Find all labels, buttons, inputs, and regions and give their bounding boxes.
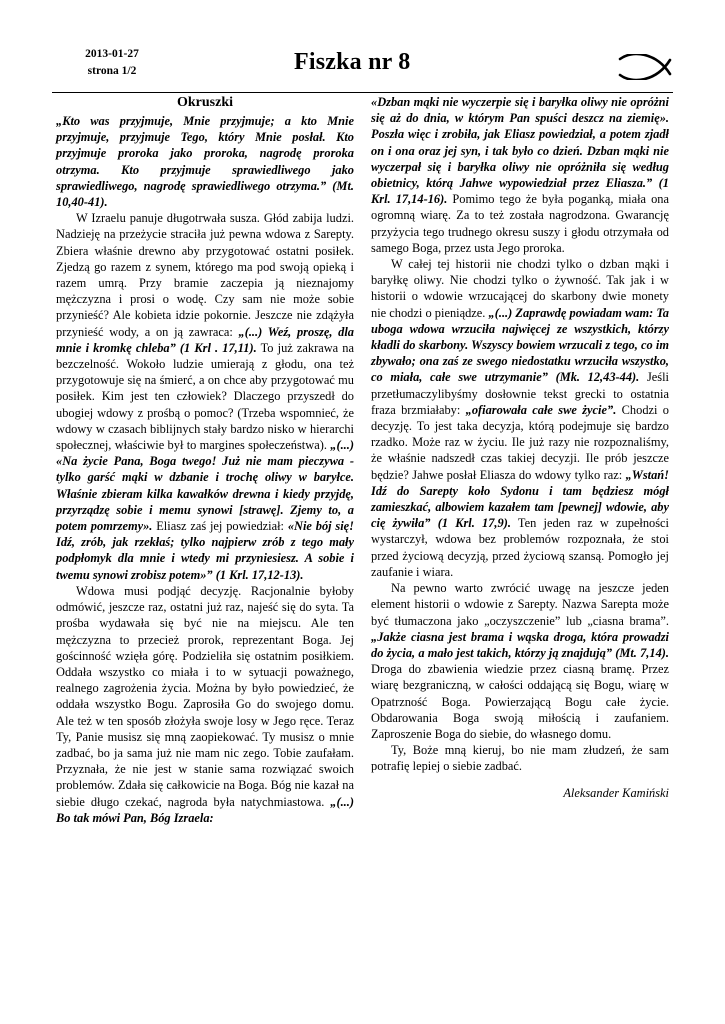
bible-quote: „ofiarowała całe swe życie”.: [465, 402, 617, 417]
paragraph: [371, 256, 669, 580]
text-run: Na pewno warto zwrócić uwagę na jeszcze jeden element historii o wdowie z Sarepty. Nazwa Sarepta może być tłumaczona jako „oczyszczenie” lub „ciasna brama”.: [371, 581, 669, 628]
article-title: Okruszki: [176, 95, 233, 110]
bible-quote: „Wstań! Idź do Sarepty koło Sydonu i tam będziesz mógł zamieszkać, albowiem kazałem tam [pewnej] wdowie, aby cię żywiła” (1 Krl. 17,9).: [371, 467, 669, 531]
text-run: Pomimo tego że była poganką, miała ona ogromną wiarę. Za to też została nagrodzona. Gwarancję przyżycia tego trudnego okresu suszy i głodu otrzymała od samego Boga, przez usta Jego proroka.: [371, 192, 669, 255]
text-run: Ten jeden raz w zupełności wystarczył, wdowa bez problemów rozpoznała, że stoi przed życiową decyzją, przed życiową szansą. Pomogło jej zaufanie i wiara.: [371, 516, 669, 579]
text-run: W Izraelu panuje długotrwała susza. Głód zabija ludzi. Nadzieję na przeżycie straciła już pewna wdowa z Sarepty. Zbiera właśnie drewno aby przygotować ostatni posiłek. Zjedzą go razem z synem, którego ma pod swoją opieką i razem umrą. Przy bramie zaczepia ją nieznajomy mężczyzna i prosi o wodę. Czy sam nie może sobie przynieść? Ale kobieta idzie pokornie. Jeszcze nie zdążyła przynieść wody, a on ją zawraca:: [56, 211, 354, 339]
bible-quote: „(...) Zaprawdę powiadam wam: Ta uboga wdowa wrzuciła najwięcej ze wszystkich, którzy kładli do skarbony. Wszyscy bowiem wrzucali z tego, co im zbywało; ona zaś ze swego niedostatku wrzuciła wszystko, co miała, całe swe utrzymanie” (Mk. 12,43-44).: [371, 305, 669, 385]
article-column-right: [371, 94, 669, 801]
text-run: Chodzi o decyzję. To jest taka decyzja, którą podejmuje się bardzo rzadko. Może raz w życiu. Ile już razy nie rozpoznaliśmy, że właśnie nadszedł czas takiej decyzji. Ile prób jeszcze będzie? Jahwe posłał Eliasza do wdowy tylko raz:: [371, 402, 670, 482]
text-run: Wdowa musi podjąć decyzję. Racjonalnie byłoby odmówić, jeszcze raz, ostatni już raz, najeść się do syta. Ta prośba wydawała się być nie na miejscu. Ale ten mężczyzna to przecież prorok, reprezentant Boga. Jej gościnność wzięła górę. Podzieliła się ostatnim posiłkiem. Oddała wszystko co miała i to w sytuacji poważnego, realnego zagrożenia życia. Można by było powiedzieć, że oddała wszystko Bogu. Zaprosiła Go do swojego domu. Ale też w ten sposób złożyła swoje losy w Jego ręce. Teraz Ty, Panie musisz się mną zaopiekować. Ty musisz o mnie zadbać, bo ja sama już nie mam nic zego. Tobie zaufałam. Przyznała, że nie jest w stanie sama rozwiązać swoich problemów. Zdała się całkowicie na Boga. Bóg nie kazał na siebie długo czekać, nagroda była natychmiastowa.: [56, 583, 354, 809]
paragraph: [56, 583, 354, 826]
text-run: Jeśli przetłumaczylibyśmy dosłownie tekst grecki to ostatnia fraza brzmiałaby:: [371, 370, 669, 417]
text-run: Droga do zbawienia wiedzie przez ciasną bramę. Przez wiarę bezgraniczną, w całości oddającą się Bogu, wiarę w Opatrzność Boga. Powierzającą Bogu całe życie. Obdarowania Boga swoją miłością i zaufaniem. Zaproszenie Boga do siebie, do własnego domu.: [371, 662, 669, 741]
bible-quote: «Dzban mąki nie wyczerpie się i baryłka oliwy nie opróżni się aż do dnia, w którym Pan spuści deszcz na ziemię». Poszła więc i zrobiła, jak Eliasz powiedział, a potem zjadł on i ona oraz jej syn, i tak było co dzień. Dzban mąki nie wyczerpał się i baryłka oliwy nie opróżniła się według obietnicy, którą Jahwe wypowiedział przez Eliasza.” (1 Krl. 17,14-16).: [371, 95, 669, 207]
article-column-left: [56, 94, 354, 826]
text-run: Eliasz zaś jej powiedział:: [152, 519, 288, 534]
paragraph: [371, 742, 669, 774]
paragraph: [56, 210, 354, 583]
header-divider: [52, 92, 673, 93]
bible-quote: „(...) Bo tak mówi Pan, Bóg Izraela:: [56, 794, 354, 825]
paragraph: [371, 94, 669, 256]
date: 2013-01-27: [85, 48, 139, 60]
bible-quote: „Jakże ciasna jest brama i wąska droga, która prowadzi do życia, a mało jest takich, którzy ją znajdują” (Mt. 7,14).: [371, 629, 669, 660]
header-meta: [72, 46, 152, 80]
bible-quote: «Nie bój się! Idź, zrób, jak rzekłaś; tylko najpierw zrób z tego mały podpłomyk dla mnie i wtedy mi przyniesiesz. A sobie i twemu synowi zrobisz potem»” (1 Krl. 17,12-13).: [56, 519, 355, 582]
bible-quote: „(...) Weź, proszę, dla mnie i kromkę chleba” (1 Krl . 17,11).: [56, 324, 354, 355]
text-run: W całej tej historii nie chodzi tylko o dzban mąki i baryłkę oliwy. Nie chodzi tylko o żywność. Tak jak i w historii o wdowie wrzucającej do skarbony dwie monety nie chodzi o pieniądze.: [371, 257, 669, 320]
page-header: [52, 46, 672, 88]
author-signature: Aleksander Kamiński: [563, 785, 669, 800]
text-run: To już zakrawa na bezczelność. Wokoło ludzie umierają z głodu, ona też przygotowuje się na śmierć, a on chce aby przygotować mu posiłek. Kim jest ten człowiek? Dlaczego przyszedł do ubogiej wdowy z prośbą o pomoc? (Trzeba wspomnieć, że wdowy w czasach biblijnych stały bardzo nisko w hierarchi społecznej, właściwie był to margines społeczeństwa).: [56, 340, 354, 453]
page-title: Fiszka nr 8: [294, 49, 411, 75]
column-body: [56, 113, 354, 826]
bible-quote: „(...) «Na życie Pana, Boga twego! Już nie mam pieczywa - tylko garść mąki w dzbanie i trochę oliwy w baryłce. Właśnie zbieram kilka kawałków drewna i kiedy przyjdę, przyrządzę sobie i memu synowi [strawę]. Zjemy to, a potem pomrzemy».: [56, 438, 354, 534]
ichthys-fish-icon: [618, 54, 672, 80]
text-run: Ty, Boże mną kieruj, bo nie mam złudzeń, że sam potrafię lepiej o siebie zadbać.: [371, 743, 669, 774]
paragraph: [371, 580, 669, 742]
scripture-quote: „Kto was przyjmuje, Mnie przyjmuje; a kto Mnie przyjmuje, przyjmuje Tego, który Mnie posłał. Kto przyjmuje proroka jako proroka, nagrodę proroka otrzyma. Kto przyjmuje sprawiedliwego jako sprawiedliwego, nagrodę sprawiedliwego otrzyma.” (Mt. 10,40-41).: [56, 114, 354, 210]
page-number: strona 1/2: [87, 65, 137, 77]
column-body: [371, 94, 669, 775]
